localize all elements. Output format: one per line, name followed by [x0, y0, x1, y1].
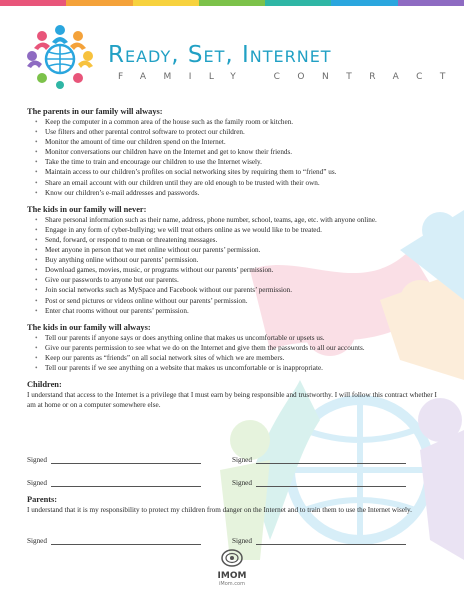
page-subtitle: FAMILY CONTRACT	[118, 72, 463, 82]
family-globe-logo	[26, 22, 94, 90]
list-item: • Give our passwords to anyone but our parents.	[45, 275, 447, 285]
signed-label: Signed	[27, 456, 47, 464]
list-item: • Send, forward, or respond to mean or threatening messages.	[45, 235, 447, 245]
list-item: • Monitor conversations our children have on the Internet and get to know their friends.	[45, 147, 447, 157]
list-item: • Keep the computer in a common area of the house such as the family room or kitchen.	[45, 117, 447, 127]
parents-signature-row	[27, 537, 437, 545]
imom-swirl-icon	[220, 546, 244, 568]
stripe-segment	[398, 0, 464, 6]
list-item: • Post or send pictures or videos online without our parents’ permission.	[45, 296, 447, 306]
list-item: • Download games, movies, music, or programs without our parents’ permission.	[45, 265, 447, 275]
kids-never-heading: The kids in our family will never:	[27, 204, 147, 214]
stripe-segment	[66, 0, 132, 6]
stripe-segment	[0, 0, 66, 6]
kids-never-list	[27, 215, 447, 316]
list-item: • Join social networks such as MySpace and Facebook without our parents’ permission.	[45, 285, 447, 295]
stripe-segment	[133, 0, 199, 6]
signature-line[interactable]	[256, 456, 406, 464]
signed-label: Signed	[27, 479, 47, 487]
page-title: Ready, Set, Internet	[108, 42, 332, 68]
list-item: • Meet anyone in person that we met online without our parents’ permission.	[45, 245, 447, 255]
parents-heading: Parents:	[27, 495, 58, 504]
signature-line[interactable]	[51, 537, 201, 545]
list-item: • Take the time to train and encourage our children to use the Internet wisely.	[45, 157, 447, 167]
footer-brand: IMOM	[217, 571, 247, 581]
signed-label: Signed	[232, 456, 252, 464]
list-item: • Share personal information such as their name, address, phone number, school, teams, age, etc. with anyone online.	[45, 215, 447, 225]
list-item: • Tell our parents if we see anything on a website that makes us uncomfortable or is inappropriate.	[45, 363, 447, 373]
signed-label: Signed	[27, 537, 47, 545]
kids-always-list	[27, 333, 447, 373]
children-signature-row-2	[27, 479, 437, 487]
signature-line[interactable]	[256, 479, 406, 487]
list-item: • Give our parents permission to see what we do on the Internet and give them the passwords to all our accounts.	[45, 343, 447, 353]
list-item: • Maintain access to our children’s profiles on social networking sites by requiring them to “friend” us.	[45, 167, 447, 177]
list-item: • Keep our parents as “friends” on all social network sites of which we are members.	[45, 353, 447, 363]
list-item: • Buy anything online without our parents’ permission.	[45, 255, 447, 265]
list-item: • Use filters and other parental control software to protect our children.	[45, 127, 447, 137]
list-item: • Monitor the amount of time our children spend on the Internet.	[45, 137, 447, 147]
list-item: • Know our children’s e-mail addresses and passwords.	[45, 188, 447, 198]
parents-section	[27, 494, 447, 515]
color-stripe	[0, 0, 464, 6]
signed-label: Signed	[232, 479, 252, 487]
stripe-segment	[331, 0, 397, 6]
parents-will-heading: The parents in our family will always:	[27, 107, 163, 116]
stripe-segment	[199, 0, 265, 6]
kids-always-heading: The kids in our family will always:	[27, 322, 151, 332]
contract-body	[27, 106, 447, 410]
list-item: • Share an email account with our children until they are old enough to be trusted with their own.	[45, 178, 447, 188]
children-statement: I understand that access to the Internet is a privilege that I must earn by being responsible and trustworthy. I will follow this contract whether I am at home or on a computer somewhere else.	[27, 391, 437, 410]
signature-line[interactable]	[256, 537, 406, 545]
stripe-segment	[265, 0, 331, 6]
list-item: • Enter chat rooms without our parents’ permission.	[45, 306, 447, 316]
list-item: • Tell our parents if anyone says or does anything online that makes us uncomfortable or upsets us.	[45, 333, 447, 343]
children-heading: Children:	[27, 380, 62, 390]
parents-will-list	[27, 117, 447, 198]
signature-line[interactable]	[51, 456, 201, 464]
children-signature-row-1	[27, 456, 437, 464]
signature-line[interactable]	[51, 479, 201, 487]
signed-label: Signed	[232, 537, 252, 545]
parents-statement: I understand that it is my responsibility to protect my children from danger on the Internet and to train them to use the Internet wisely.	[27, 506, 412, 514]
footer-url: iMom.com	[219, 581, 245, 587]
list-item: • Engage in any form of cyber-bullying; we will treat others online as we would like to be treated.	[45, 225, 447, 235]
imom-logo	[212, 546, 252, 596]
